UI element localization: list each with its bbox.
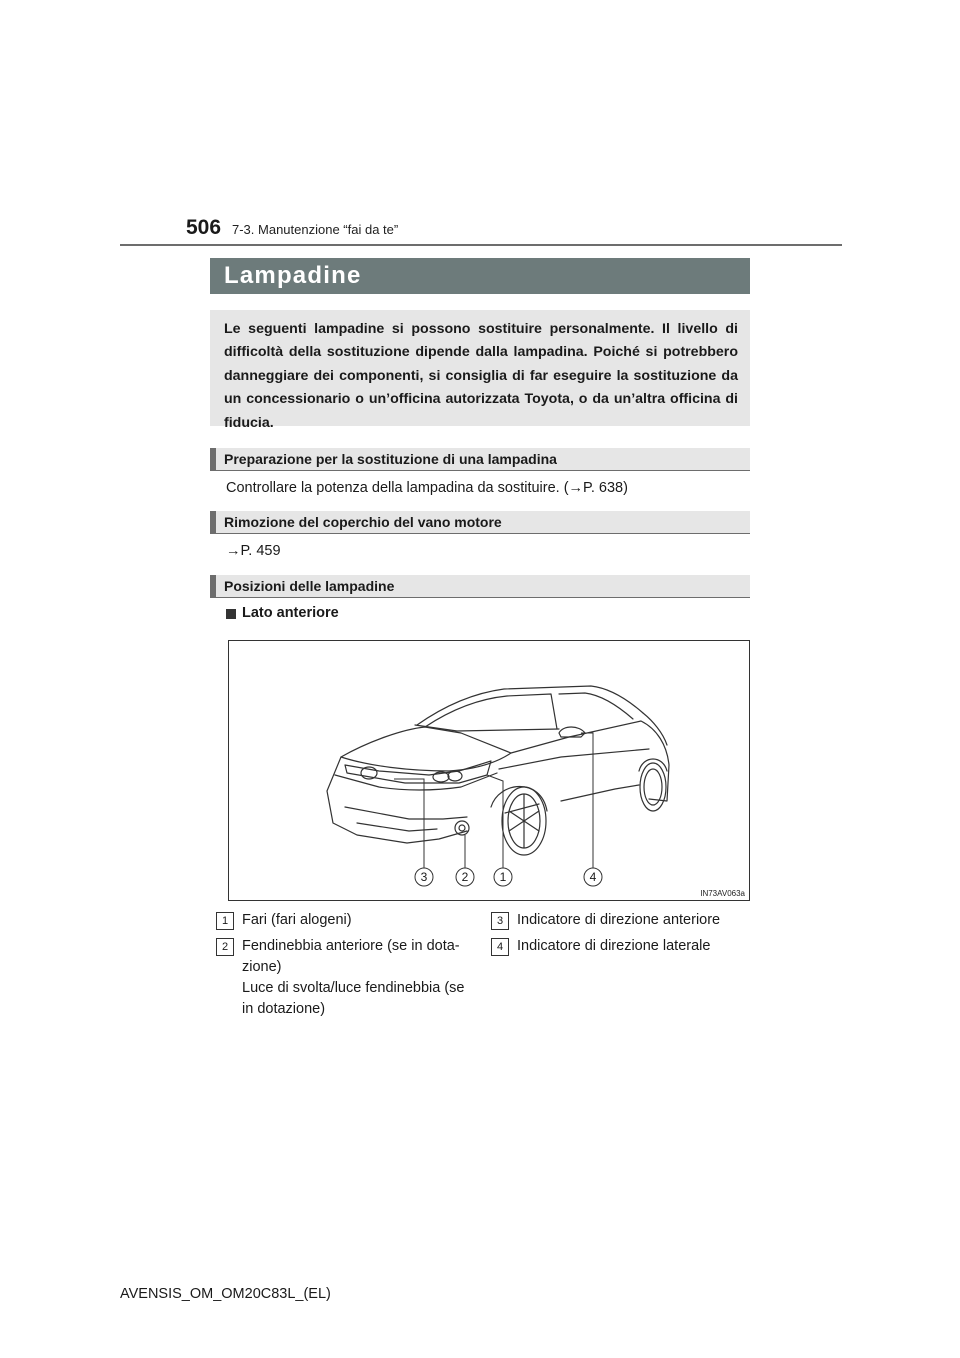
subheading-text: Preparazione per la sostituzione di una lampadina bbox=[224, 451, 557, 467]
caption-line: Luce di svolta/luce fendinebbia (se bbox=[242, 980, 465, 996]
callout-label: 1 bbox=[499, 870, 507, 884]
subheading-bar bbox=[210, 575, 216, 598]
callout-label: 2 bbox=[461, 870, 469, 884]
callout-label: 4 bbox=[589, 870, 597, 884]
caption-side-turn-signal: Indicatore di direzione laterale bbox=[517, 938, 711, 954]
caption-number: 3 bbox=[491, 912, 509, 930]
car-front-illustration bbox=[228, 640, 750, 901]
subheading-hood-cover bbox=[210, 511, 750, 534]
caption-number: 2 bbox=[216, 938, 234, 956]
intro-box bbox=[210, 310, 750, 431]
subheading-preparation bbox=[210, 448, 750, 471]
subheading-text: Rimozione del coperchio del vano motore bbox=[224, 514, 502, 530]
bullet-square-icon bbox=[226, 609, 236, 619]
subheading-text: Posizioni delle lampadine bbox=[224, 578, 395, 594]
page-title: Lampadine bbox=[224, 262, 362, 289]
caption-front-turn-signal: Indicatore di direzione anteriore bbox=[517, 912, 721, 928]
caption-number: 4 bbox=[491, 938, 509, 956]
intro-text: Le seguenti lampadine si possono sostituire personalmente. Il livello di difficoltà della sostituzione dipende dalla lampadina. Poiché si potrebbero danneggiare dei componenti, si consiglia di far eseguire la sostituzione da un concessionario o un’officina autorizzata Toyota, o da un’altra officina di fiducia. bbox=[224, 321, 738, 431]
car-drawing bbox=[229, 641, 749, 900]
caption-line: in dotazione) bbox=[242, 1001, 326, 1017]
caption-line: Fendinebbia anteriore (se in dota- bbox=[242, 938, 460, 954]
title-band bbox=[210, 258, 750, 294]
caption-fog-lamp bbox=[242, 936, 478, 1020]
front-side-label: Lato anteriore bbox=[242, 605, 339, 621]
caption-line: zione) bbox=[242, 959, 282, 975]
caption-number: 1 bbox=[216, 912, 234, 930]
header-divider bbox=[120, 244, 842, 246]
subheading-bar bbox=[210, 511, 216, 534]
caption-headlights: Fari (fari alogeni) bbox=[242, 912, 352, 928]
hood-cover-reference: →P. 459 bbox=[226, 543, 281, 559]
callout-label: 3 bbox=[420, 870, 428, 884]
section-reference: 7-3. Manutenzione “fai da te” bbox=[232, 222, 399, 237]
subheading-bulb-positions bbox=[210, 575, 750, 598]
footer-document-code: AVENSIS_OM_OM20C83L_(EL) bbox=[120, 1286, 331, 1302]
subheading-bar bbox=[210, 448, 216, 471]
preparation-text: Controllare la potenza della lampadina da sostituire. (→P. 638) bbox=[226, 480, 628, 496]
figure-code: IN73AV063a bbox=[700, 889, 745, 898]
page-number: 506 bbox=[186, 216, 222, 239]
